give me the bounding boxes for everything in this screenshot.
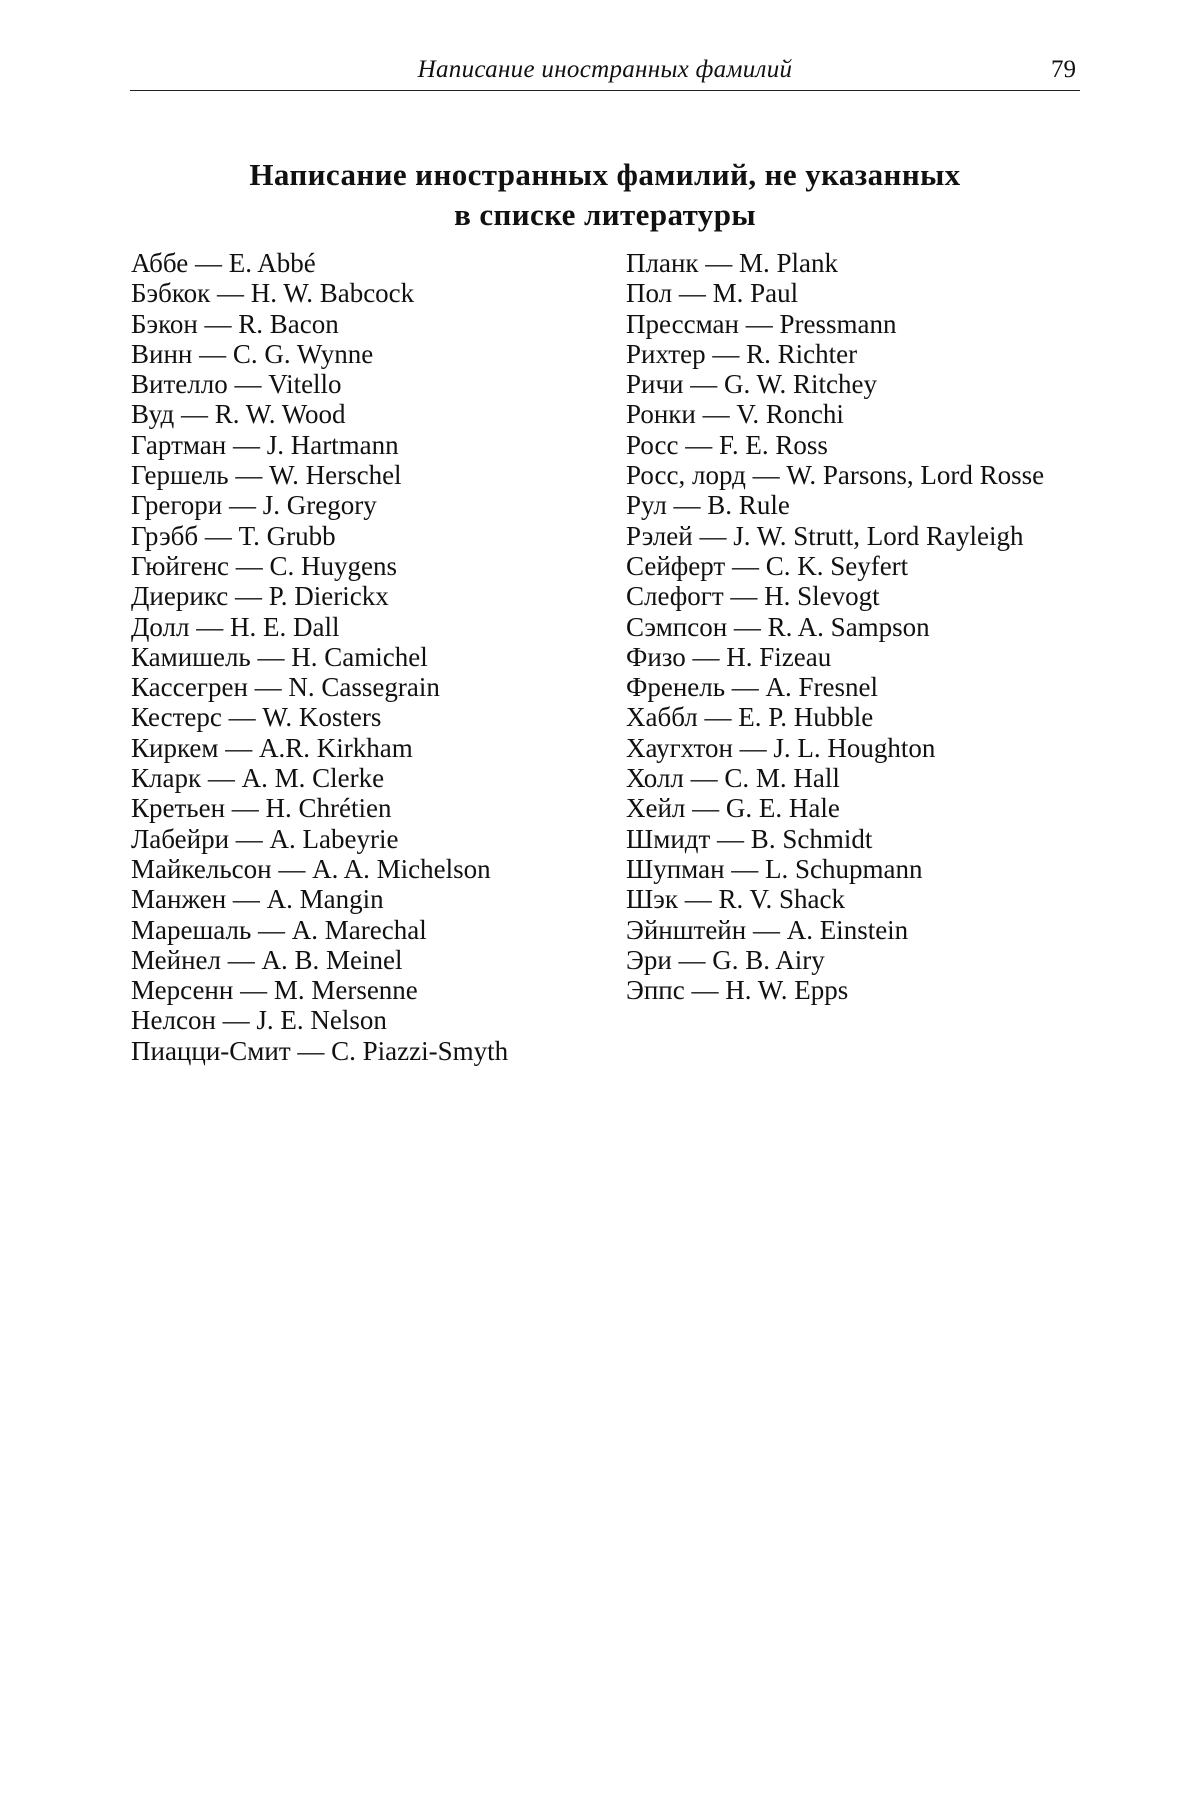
- page-number: 79: [1051, 56, 1076, 83]
- running-title: Написание иностранных фамилий: [417, 56, 793, 83]
- list-item: Шупман — L. Schupmann: [626, 853, 923, 884]
- list-item: Долл — H. E. Dall: [131, 611, 340, 642]
- list-item: Бэкон — R. Bacon: [131, 308, 339, 339]
- list-item: Рихтер — R. Richter: [626, 338, 858, 369]
- list-item: Сэмпсон — R. A. Sampson: [626, 611, 930, 642]
- list-item: Гартман — J. Hartmann: [131, 429, 399, 460]
- list-item: Эри — G. B. Airy: [626, 944, 825, 975]
- list-item: Шэк — R. V. Shack: [626, 884, 845, 915]
- list-item: Слефогт — H. Slevogt: [626, 581, 880, 612]
- list-item: Диерикс — P. Dierickx: [131, 581, 389, 612]
- list-item: Вуд — R. W. Wood: [131, 399, 346, 430]
- list-item: Лабейри — A. Labeyrie: [131, 823, 399, 854]
- list-item: Прессман — Pressmann: [626, 308, 897, 339]
- page-title-line-2: в списке литературы: [454, 196, 756, 232]
- list-item: Эппс — H. W. Epps: [626, 975, 849, 1006]
- list-item: Рул — B. Rule: [626, 490, 790, 521]
- list-item: Кретьен — H. Chrétien: [131, 793, 392, 824]
- list-item: Киркем — A.R. Kirkham: [131, 732, 413, 763]
- list-item: Сейферт — C. K. Seyfert: [626, 550, 909, 581]
- list-item: Ронки — V. Ronchi: [626, 399, 844, 430]
- list-item: Бэбкок — H. W. Babcock: [131, 278, 415, 309]
- list-item: Планк — M. Plank: [626, 248, 839, 278]
- list-item: Хейл — G. E. Hale: [626, 793, 840, 824]
- list-item: Аббе — E. Abbé: [131, 248, 316, 278]
- list-item: Мерсенн — M. Mersenne: [131, 975, 418, 1006]
- list-item: Марешаль — A. Marechal: [131, 914, 427, 945]
- list-item: Кестерс — W. Kosters: [131, 702, 382, 733]
- list-item: Шмидт — B. Schmidt: [626, 823, 873, 854]
- list-item: Пиацци-Смит — C. Piazzi-Smyth: [131, 1035, 509, 1066]
- list-item: Мейнел — A. B. Meinel: [131, 944, 403, 975]
- running-head: [130, 56, 1080, 90]
- list-item: Росс — F. E. Ross: [626, 429, 828, 460]
- left-name-column: [131, 248, 601, 1066]
- list-item: Хаббл — E. P. Hubble: [626, 702, 874, 733]
- list-item: Холл — C. M. Hall: [626, 763, 840, 794]
- list-item: Гюйгенс — C. Huygens: [131, 550, 398, 581]
- list-item: Рэлей — J. W. Strutt, Lord Rayleigh: [626, 520, 1024, 551]
- list-item: Кларк — A. M. Clerke: [131, 763, 385, 794]
- list-item: Нелсон — J. E. Nelson: [131, 1005, 387, 1036]
- list-item: Эйнштейн — A. Einstein: [626, 914, 909, 945]
- list-item: Камишель — H. Camichel: [131, 641, 428, 672]
- page-title-line-1: Написание иностранных фамилий, не указанных: [249, 156, 961, 192]
- list-item: Грэбб — T. Grubb: [131, 520, 336, 551]
- list-item: Кассегрен — N. Cassegrain: [131, 672, 440, 703]
- list-item: Физо — H. Fizeau: [626, 641, 832, 672]
- list-item: Майкельсон — A. A. Michelson: [131, 853, 491, 884]
- list-item: Грегори — J. Gregory: [131, 490, 377, 521]
- list-item: Винн — C. G. Wynne: [131, 338, 374, 369]
- page-title: [130, 155, 1080, 235]
- list-item: Хаугхтон — J. L. Houghton: [626, 732, 936, 763]
- list-item: Френель — A. Fresnel: [626, 672, 879, 703]
- header-rule: [130, 90, 1080, 91]
- list-item: Пол — M. Paul: [626, 278, 799, 309]
- list-item: Манжен — A. Mangin: [131, 884, 384, 915]
- right-name-column: [626, 248, 1096, 1005]
- list-item: Гершель — W. Herschel: [131, 460, 402, 491]
- list-item: Вителло — Vitello: [131, 369, 342, 400]
- list-item: Росс, лорд — W. Parsons, Lord Rosse: [626, 460, 1045, 491]
- list-item: Ричи — G. W. Ritchey: [626, 369, 877, 400]
